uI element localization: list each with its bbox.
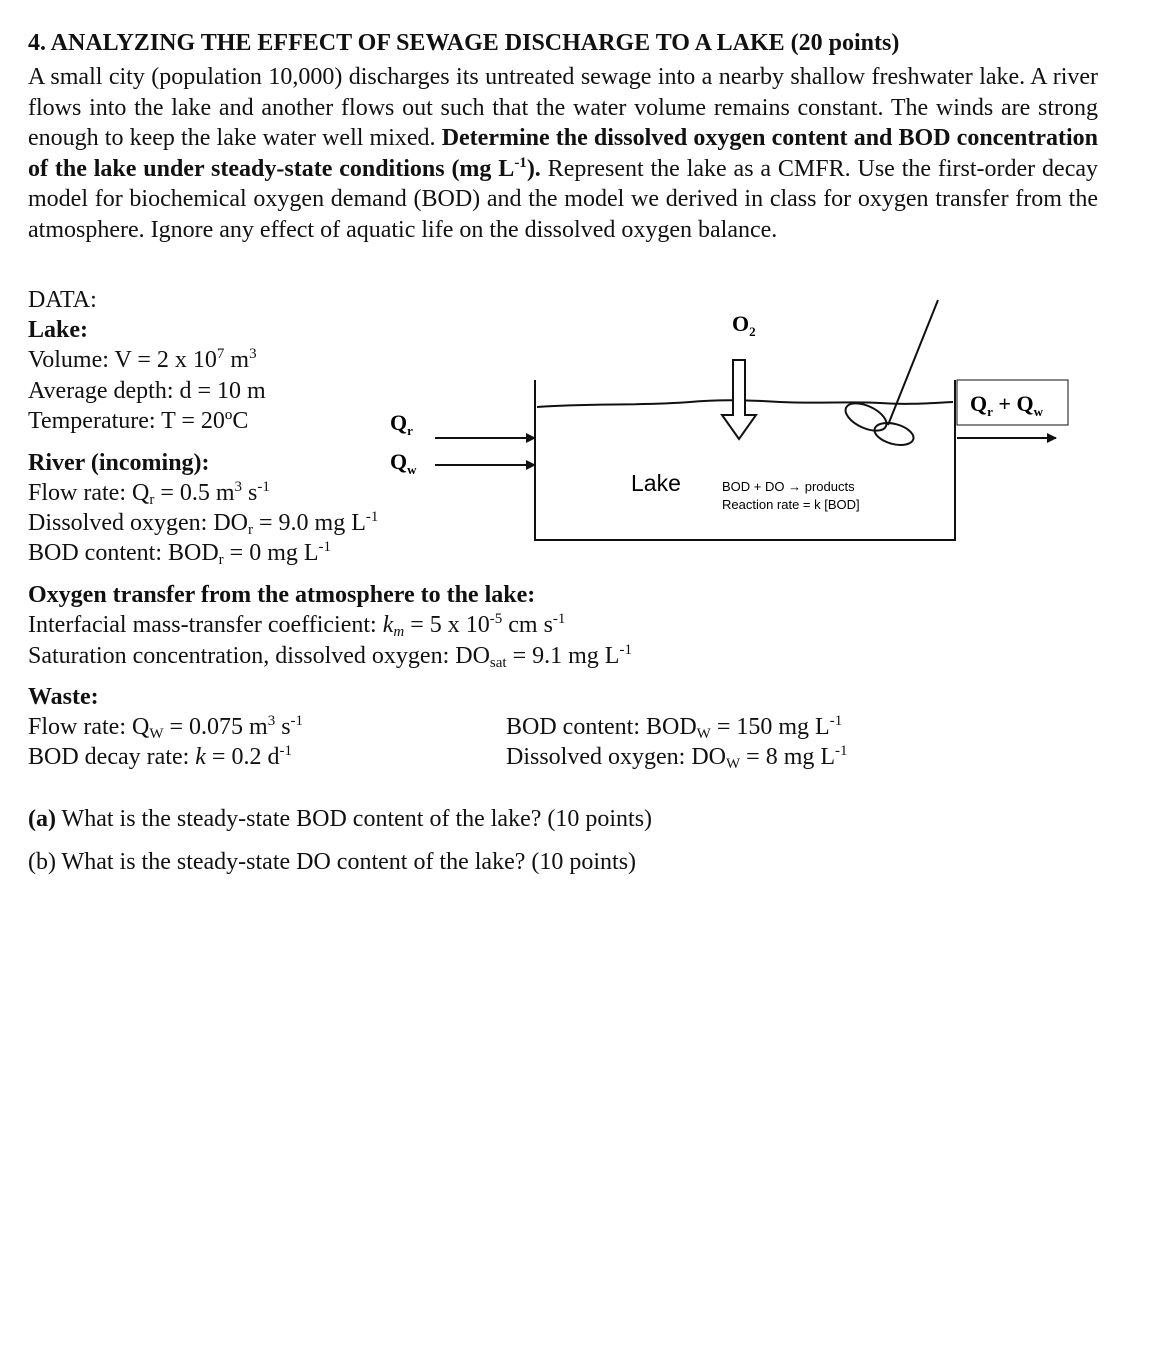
river-heading: River (incoming): xyxy=(28,450,210,476)
lake-heading: Lake: xyxy=(28,317,88,343)
outflow-label: $Q_r + Q_w$ xyxy=(970,391,1043,419)
question-a: (a) What is the steady-state BOD content of the lake? (10 points) xyxy=(28,806,653,832)
qw-label: $Q_w$ xyxy=(390,449,417,477)
do-saturation: Saturation concentration, dissolved oxygen: $DO_{sat} = 9.1$ mg $L^{-1}$ xyxy=(28,642,632,671)
waste-do: Dissolved oxygen: $DO_W = 8$ mg $L^{-1}$ xyxy=(506,743,848,772)
waste-bod: BOD content: $BOD_W = 150$ mg $L^{-1}$ xyxy=(506,713,843,742)
question-b: (b) What is the steady-state DO content of the lake? (10 points) xyxy=(28,849,637,875)
river-do: Dissolved oxygen: $DO_r = 9.0$ mg $L^{-1}$ xyxy=(28,509,379,538)
stirrer-blade-right xyxy=(872,419,916,449)
mass-transfer-coefficient: Interfacial mass-transfer coefficient: $k_m = 5$ x $10^{-5}$ cm $s^{-1}$ xyxy=(28,611,566,640)
waste-flow: Flow rate: $Q_W = 0.075$ $m^3$ $s^{-1}$ xyxy=(28,713,304,742)
stirrer-shaft xyxy=(888,300,938,425)
oxygen-transfer-heading: Oxygen transfer from the atmosphere to the lake: xyxy=(28,582,536,608)
statement-part-1: A small city (population 10,000) discharges its untreated sewage into a nearby shallow freshwater lake. A river flows into the lake and another flows out such that the water volume remains constant. The winds are strong enough to keep the lake water well mixed. xyxy=(28,64,1098,152)
reaction-rate: Reaction rate = k [BOD] xyxy=(722,497,860,512)
qr-label: $Q_r$ xyxy=(390,410,413,438)
river-flow: Flow rate: $Q_r = 0.5$ $m^3$ $s^{-1}$ xyxy=(28,479,270,508)
lake-label: Lake xyxy=(631,470,681,496)
statement-part-2: Represent the lake as a CMFR. Use the first-order decay model for biochemical oxygen demand (BOD) and the model we derived in class for oxygen transfer from the atmosphere. Ignore any effect of aquatic life on the dissolved oxygen balance. xyxy=(28,155,1098,243)
data-heading: DATA: xyxy=(28,287,97,313)
reaction-equation: BOD + DO → products xyxy=(722,479,855,494)
river-bod: BOD content: $BOD_r = 0$ mg $L^{-1}$ xyxy=(28,539,332,568)
lake-volume: Volume: V = 2 x $10^7$ $m^3$ xyxy=(28,346,257,373)
statement-bold: Determine the dissolved oxygen content and BOD concentration of the lake under steady-state conditions (mg $L^{-1}$). xyxy=(28,125,1098,182)
lake-diagram xyxy=(0,0,1170,600)
lake-temperature: Temperature: T = 20ºC xyxy=(28,408,249,434)
lake-depth: Average depth: d = 10 m xyxy=(28,378,266,404)
problem-title: 4. ANALYZING THE EFFECT OF SEWAGE DISCHARGE TO A LAKE (20 points) xyxy=(28,30,900,56)
o2-label: $O_2$ xyxy=(732,311,756,339)
waste-decay-rate: BOD decay rate: k = 0.2 $d^{-1}$ xyxy=(28,743,292,770)
waste-heading: Waste: xyxy=(28,684,99,710)
